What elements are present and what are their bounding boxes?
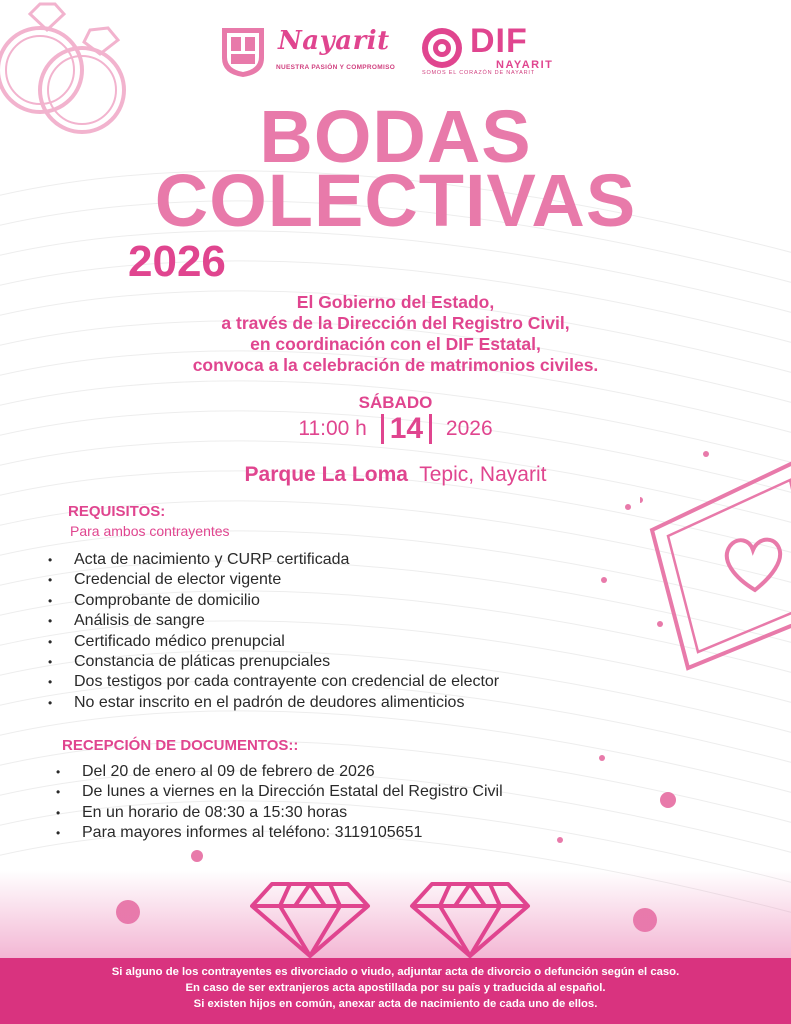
dif-tagline: SOMOS EL CORAZÓN DE NAYARIT [422, 70, 535, 76]
nayarit-tagline: NUESTRA PASIÓN Y COMPROMISO [276, 64, 396, 71]
requirements-subtitle: Para ambos contrayentes [70, 523, 230, 539]
list-item: • Credencial de elector vigente [48, 570, 499, 590]
footer-line-3: Si existen hijos en común, anexar acta de nacimiento de cada uno de ellos. [193, 998, 598, 1010]
event-year: 2026 [445, 417, 493, 440]
list-item: • De lunes a viernes en la Dirección Estatal del Registro Civil [56, 782, 503, 802]
dif-logo [420, 22, 554, 78]
dif-wordmark: DIF [470, 22, 528, 60]
document-reception-list [56, 762, 503, 844]
intro-line-2: a través de la Dirección del Registro Civil, [221, 313, 570, 333]
requirements-title: REQUISITOS: [68, 503, 166, 520]
intro-line-4: convoca a la celebración de matrimonios civiles. [192, 355, 599, 375]
event-day-number: 14 [381, 414, 432, 444]
list-item: • Del 20 de enero al 09 de febrero de 2026 [56, 762, 503, 782]
intro-text [0, 292, 791, 376]
event-city: Tepic, Nayarit [419, 463, 547, 486]
event-venue: Parque La Loma [244, 463, 408, 486]
title-line-2: COLECTIVAS [154, 159, 637, 242]
event-time: 11:00 h [298, 417, 367, 440]
footer-notes [0, 964, 791, 1012]
intro-line-3: en coordinación con el DIF Estatal, [250, 334, 541, 354]
list-item: • Análisis de sangre [48, 611, 499, 631]
nayarit-logo [218, 24, 396, 80]
list-item: • Constancia de pláticas prenupciales [48, 652, 499, 672]
list-item: • Para mayores informes al teléfono: 3119105651 [56, 823, 503, 843]
list-item: • Comprobante de domicilio [48, 591, 499, 611]
list-item: • Dos testigos por cada contrayente con credencial de elector [48, 672, 499, 692]
document-reception-title: RECEPCIÓN DE DOCUMENTOS:: [62, 737, 299, 754]
dif-heart-swirl-icon [420, 26, 464, 70]
list-item: • Acta de nacimiento y CURP certificada [48, 550, 499, 570]
nayarit-wordmark: Nayarit [278, 26, 390, 56]
list-item: • En un horario de 08:30 a 15:30 horas [56, 803, 503, 823]
list-item: • No estar inscrito en el padrón de deudores alimenticios [48, 693, 499, 713]
requirements-list [48, 550, 499, 713]
title-year: 2026 [128, 237, 226, 286]
title-line-1: BODAS [259, 95, 532, 178]
dif-state-label: NAYARIT [496, 59, 554, 71]
intro-line-1: El Gobierno del Estado, [296, 292, 495, 312]
diamonds-icon [250, 872, 550, 962]
state-shield-icon [218, 24, 268, 78]
event-day-name: SÁBADO [358, 393, 433, 412]
list-item: • Certificado médico prenupcial [48, 632, 499, 652]
heart-frame-icon [640, 440, 791, 680]
footer-line-1: Si alguno de los contrayentes es divorciado o viudo, adjuntar acta de divorcio o defunción según el caso. [111, 966, 680, 978]
footer-line-2: En caso de ser extranjeros acta apostillada por su país y traducida al español. [185, 982, 606, 994]
